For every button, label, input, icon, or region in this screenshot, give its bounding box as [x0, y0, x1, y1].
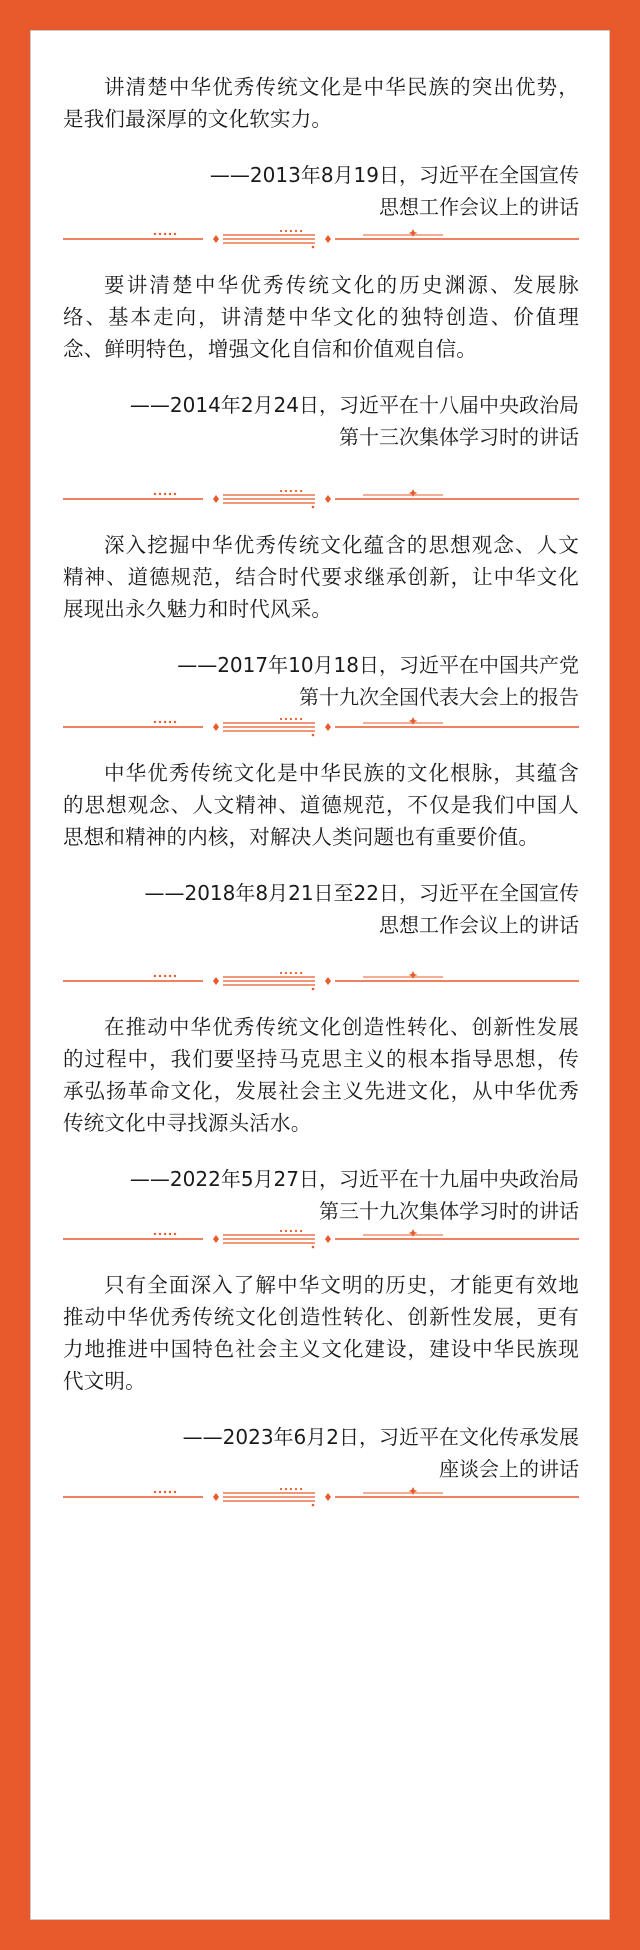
quote-attribution — [63, 159, 579, 223]
quote-attribution — [63, 389, 579, 453]
quote-block-4 — [63, 757, 579, 941]
quote-block-6 — [63, 1269, 579, 1485]
sparkle-divider-icon — [63, 225, 579, 249]
divider-5 — [63, 1225, 579, 1249]
sparkle-divider-icon — [63, 485, 579, 509]
quote-attribution — [63, 877, 579, 941]
attribution-line-1: ——2017年10月18日，习近平在中国共产党 — [177, 653, 579, 677]
sparkle-divider-icon — [63, 713, 579, 737]
attribution-line-1: ——2023年6月2日，习近平在文化传承发展 — [182, 1425, 579, 1449]
attribution-line-1: ——2018年8月21日至22日，习近平在全国宣传 — [144, 881, 579, 905]
attribution-line-2: 思想工作会议上的讲话 — [379, 195, 579, 219]
attribution-line-1: ——2014年2月24日，习近平在十八届中央政治局 — [129, 393, 579, 417]
quote-text: 讲清楚中华优秀传统文化是中华民族的突出优势，是我们最深厚的文化软实力。 — [63, 75, 579, 131]
quote-text: 深入挖掘中华优秀传统文化蕴含的思想观念、人文精神、道德规范，结合时代要求继承创新，让中华文化展现出永久魅力和时代风采。 — [63, 533, 579, 621]
attribution-line-1: ——2022年5月27日，习近平在十九届中央政治局 — [129, 1167, 579, 1191]
quote-text: 在推动中华优秀传统文化创造性转化、创新性发展的过程中，我们要坚持马克思主义的根本指导思想，传承弘扬革命文化，发展社会主义先进文化，从中华优秀传统文化中寻找源头活水。 — [63, 1015, 579, 1135]
quote-attribution — [63, 1163, 579, 1227]
divider-1 — [63, 225, 579, 249]
sparkle-divider-icon — [63, 967, 579, 991]
divider-3 — [63, 713, 579, 737]
divider-6 — [63, 1483, 579, 1507]
quote-text: 中华优秀传统文化是中华民族的文化根脉，其蕴含的思想观念、人文精神、道德规范，不仅是我们中国人思想和精神的内核，对解决人类问题也有重要价值。 — [63, 761, 579, 849]
quote-text: 要讲清楚中华优秀传统文化的历史渊源、发展脉络、基本走向，讲清楚中华文化的独特创造、价值理念、鲜明特色，增强文化自信和价值观自信。 — [63, 273, 579, 361]
attribution-line-2: 第十三次集体学习时的讲话 — [339, 425, 579, 449]
article-card — [30, 30, 610, 1920]
quote-block-3 — [63, 529, 579, 713]
attribution-line-2: 第十九次全国代表大会上的报告 — [299, 685, 579, 709]
sparkle-divider-icon — [63, 1483, 579, 1507]
quote-text: 只有全面深入了解中华文明的历史，才能更有效地推动中华优秀传统文化创造性转化、创新性发展，更有力地推进中国特色社会主义文化建设，建设中华民族现代文明。 — [63, 1273, 579, 1393]
quote-attribution — [63, 649, 579, 713]
attribution-line-2: 第三十九次集体学习时的讲话 — [319, 1199, 579, 1223]
sparkle-divider-icon — [63, 1225, 579, 1249]
divider-2 — [63, 485, 579, 509]
attribution-line-2: 思想工作会议上的讲话 — [379, 913, 579, 937]
attribution-line-1: ——2013年8月19日，习近平在全国宣传 — [209, 163, 579, 187]
quote-block-2 — [63, 269, 579, 453]
quote-block-1 — [63, 71, 579, 223]
quote-block-5 — [63, 1011, 579, 1227]
divider-4 — [63, 967, 579, 991]
attribution-line-2: 座谈会上的讲话 — [439, 1457, 579, 1481]
quote-attribution — [63, 1421, 579, 1485]
